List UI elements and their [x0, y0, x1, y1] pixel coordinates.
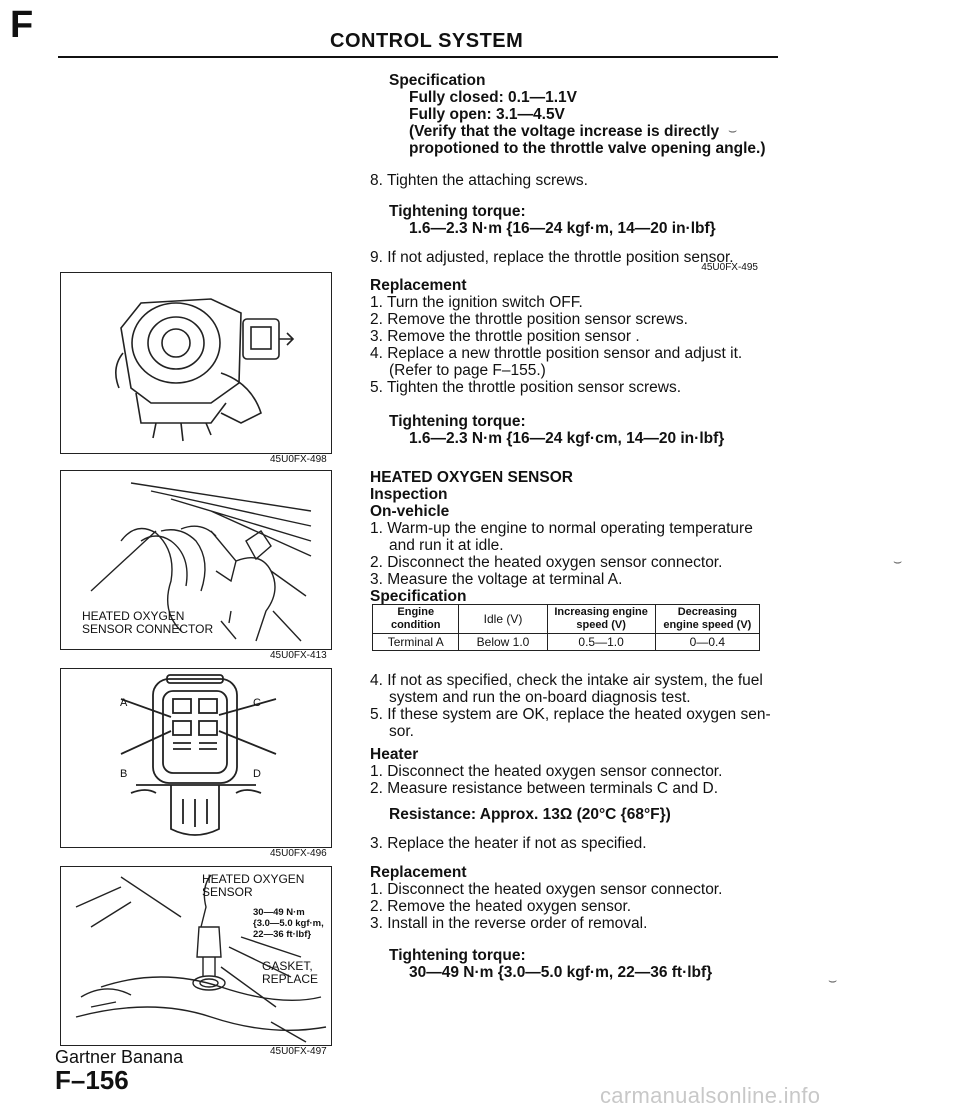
margin-mark: ⌣: [828, 972, 838, 988]
heated-step: and run it at idle.: [389, 537, 504, 554]
figure-label-line: GASKET,: [262, 959, 313, 973]
top-spec-label: Specification: [389, 72, 486, 89]
throttle-body-illustration: [61, 273, 331, 453]
table-cell: 0—0.4: [655, 634, 759, 651]
section-letter: F: [10, 4, 34, 46]
table-header: Decreasing engine speed (V): [655, 605, 759, 634]
figure-code: 45U0FX-496: [270, 848, 327, 859]
table-cell: 0.5—1.0: [547, 634, 655, 651]
figure-torque-label: [253, 907, 324, 940]
replacement2-torque-label: Tightening torque:: [389, 947, 526, 964]
heater-title: Heater: [370, 746, 419, 763]
figure-label: [82, 610, 213, 636]
replacement-step: 2. Remove the throttle position sensor screws.: [370, 311, 688, 328]
heated-step: 1. Warm-up the engine to normal operating temperature: [370, 520, 753, 537]
figure-label-line: HEATED OXYGEN: [82, 609, 185, 623]
figure-code: 45U0FX-497: [270, 1046, 327, 1057]
torque2-value: 1.6—2.3 N·m {16—24 kgf·cm, 14—20 in·lbf}: [409, 430, 725, 447]
heated-step: 3. Measure the voltage at terminal A.: [370, 571, 623, 588]
replacement2-title: Replacement: [370, 864, 467, 881]
figure-label-line: SENSOR: [202, 885, 253, 899]
figure-code: 45U0FX-413: [270, 650, 327, 661]
figure-code: 45U0FX-498: [270, 454, 327, 465]
figure-label-line: HEATED OXYGEN: [202, 872, 305, 886]
figure-label-line: 30—49 N·m: [253, 907, 305, 918]
header-rule: [58, 56, 778, 58]
heated-title: HEATED OXYGEN SENSOR: [370, 469, 573, 486]
connector-illustration: [61, 669, 331, 847]
spec-table: [372, 604, 760, 651]
top-spec-line: (Verify that the voltage increase is directly: [409, 123, 720, 140]
figure-gasket-label: [262, 960, 318, 986]
replacement-step: 1. Turn the ignition switch OFF.: [370, 294, 583, 311]
replacement2-step: 1. Disconnect the heated oxygen sensor connector.: [370, 881, 723, 898]
step-8: 8. Tighten the attaching screws.: [370, 172, 588, 189]
replacement2-step: 3. Install in the reverse order of removal.: [370, 915, 648, 932]
terminal-label-c: C: [253, 697, 261, 709]
figure-label-line: 22—36 ft·lbf}: [253, 929, 312, 940]
margin-mark: ⌣: [893, 553, 903, 569]
replacement-step: 5. Tighten the throttle position sensor screws.: [370, 379, 682, 396]
top-spec-line: propotioned to the throttle valve opening angle.): [409, 140, 766, 157]
onvehicle-title: On-vehicle: [370, 503, 450, 520]
heater-step: 1. Disconnect the heated oxygen sensor connector.: [370, 763, 723, 780]
figure-throttle-body: [60, 272, 332, 454]
replacement-step: 4. Replace a new throttle position sensor and adjust it.: [370, 345, 743, 362]
replacement2-step: 2. Remove the heated oxygen sensor.: [370, 898, 632, 915]
after-table-line: sor.: [389, 723, 414, 740]
replacement-title: Replacement: [370, 277, 467, 294]
figure-connector-terminals: [60, 668, 332, 848]
figure-code: 45U0FX-495: [701, 262, 758, 273]
figure-label: [202, 873, 304, 899]
figure-label-line: SENSOR CONNECTOR: [82, 622, 214, 636]
footer-name: Gartner Banana: [55, 1047, 184, 1067]
torque1-label: Tightening torque:: [389, 203, 526, 220]
replacement-step: 3. Remove the throttle position sensor .: [370, 328, 640, 345]
page-number: F–156: [55, 1065, 129, 1095]
terminal-label-d: D: [253, 768, 261, 780]
inspection-title: Inspection: [370, 486, 448, 503]
terminal-label-a: A: [120, 697, 128, 709]
replacement2-torque-value: 30—49 N·m {3.0—5.0 kgf·m, 22—36 ft·lbf}: [409, 964, 713, 981]
top-spec-line: Fully closed: 0.1—1.1V: [409, 89, 577, 106]
torque2-label: Tightening torque:: [389, 413, 526, 430]
table-header: Increasing engine speed (V): [547, 605, 655, 634]
terminal-label-b: B: [120, 768, 128, 780]
table-cell: Below 1.0: [459, 634, 547, 651]
spec-label: Specification: [370, 588, 467, 605]
heater-resistance: Resistance: Approx. 13Ω (20°C {68°F}): [389, 806, 671, 823]
replacement-step: (Refer to page F–155.): [389, 362, 546, 379]
heater-step: 2. Measure resistance between terminals C and D.: [370, 780, 719, 797]
heater-step: 3. Replace the heater if not as specified.: [370, 835, 647, 852]
watermark: carmanualsonline.info: [600, 1083, 821, 1108]
figure-label-line: REPLACE: [262, 972, 319, 986]
heated-step: 2. Disconnect the heated oxygen sensor connector.: [370, 554, 723, 571]
table-row: [373, 634, 760, 651]
after-table-line: 4. If not as specified, check the intake air system, the fuel: [370, 672, 763, 689]
figure-label-line: {3.0—5.0 kgf·m,: [253, 918, 324, 929]
top-spec-line: Fully open: 3.1—4.5V: [409, 106, 565, 123]
table-header: Idle (V): [459, 605, 547, 634]
table-cell: Terminal A: [373, 634, 459, 651]
page-title: CONTROL SYSTEM: [330, 30, 524, 52]
table-header: Engine condition: [373, 605, 459, 634]
torque1-value: 1.6—2.3 N·m {16—24 kgf·m, 14—20 in·lbf}: [409, 220, 716, 237]
after-table-line: system and run the on-board diagnosis test.: [389, 689, 691, 706]
table-header-row: [373, 605, 760, 634]
step-9: 9. If not adjusted, replace the throttle position sensor.: [370, 249, 734, 266]
margin-mark: ⌣: [728, 122, 738, 138]
after-table-line: 5. If these system are OK, replace the heated oxygen sen-: [370, 706, 771, 723]
